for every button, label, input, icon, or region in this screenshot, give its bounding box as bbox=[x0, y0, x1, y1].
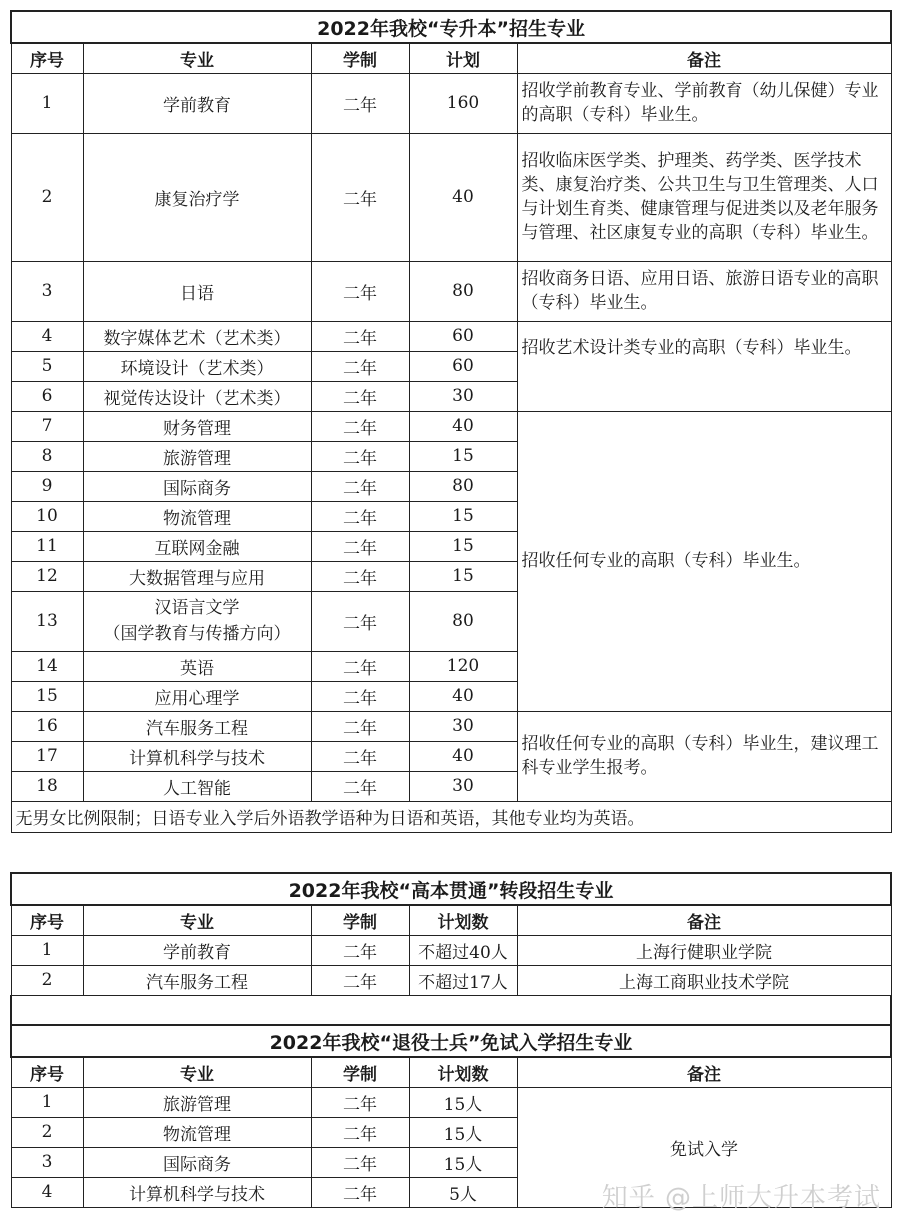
cell-years: 二年 bbox=[311, 1147, 409, 1177]
cell-plan: 不超过17人 bbox=[409, 965, 517, 995]
cell-plan: 15 bbox=[409, 561, 517, 591]
cell-no: 13 bbox=[11, 591, 83, 651]
cell-major: 大数据管理与应用 bbox=[83, 561, 311, 591]
cell-major: 计算机科学与技术 bbox=[83, 741, 311, 771]
cell-plan: 30 bbox=[409, 711, 517, 741]
cell-plan: 80 bbox=[409, 261, 517, 321]
cell-no: 11 bbox=[11, 531, 83, 561]
cell-years: 二年 bbox=[311, 651, 409, 681]
cell-plan: 40 bbox=[409, 411, 517, 441]
cell-note: 招收艺术设计类专业的高职（专科）毕业生。 bbox=[517, 321, 891, 411]
cell-major-line1: 汉语言文学 bbox=[154, 598, 240, 618]
cell-years: 二年 bbox=[311, 711, 409, 741]
cell-no: 14 bbox=[11, 651, 83, 681]
cell-plan: 80 bbox=[409, 591, 517, 651]
spacer-row bbox=[11, 995, 891, 1025]
cell-no: 18 bbox=[11, 771, 83, 801]
cell-major: 环境设计（艺术类） bbox=[83, 351, 311, 381]
table-gaobenguantong bbox=[10, 872, 892, 1208]
cell-years: 二年 bbox=[311, 591, 409, 651]
cell-no: 7 bbox=[11, 411, 83, 441]
cell-years: 二年 bbox=[311, 351, 409, 381]
cell-major: 互联网金融 bbox=[83, 531, 311, 561]
table-title: 2022年我校“退役士兵”免试入学招生专业 bbox=[11, 1025, 891, 1057]
cell-plan: 不超过40人 bbox=[409, 935, 517, 965]
cell-note: 上海行健职业学院 bbox=[517, 935, 891, 965]
cell-major: 计算机科学与技术 bbox=[83, 1177, 311, 1207]
table-row bbox=[11, 73, 891, 133]
cell-plan: 80 bbox=[409, 471, 517, 501]
header-row bbox=[11, 905, 891, 935]
cell-no: 6 bbox=[11, 381, 83, 411]
cell-plan: 120 bbox=[409, 651, 517, 681]
cell-no: 9 bbox=[11, 471, 83, 501]
header-years: 学制 bbox=[311, 1057, 409, 1087]
table-row bbox=[11, 711, 891, 741]
cell-plan: 160 bbox=[409, 73, 517, 133]
header-major: 专业 bbox=[83, 1057, 311, 1087]
cell-note: 招收任何专业的高职（专科）毕业生。 bbox=[517, 411, 891, 711]
cell-years: 二年 bbox=[311, 561, 409, 591]
cell-no: 4 bbox=[11, 1177, 83, 1207]
cell-major: 日语 bbox=[83, 261, 311, 321]
cell-note: 招收学前教育专业、学前教育（幼儿保健）专业的高职（专科）毕业生。 bbox=[517, 73, 891, 133]
header-note: 备注 bbox=[517, 905, 891, 935]
watermark: 知乎 @上师大升本考试 bbox=[601, 1183, 881, 1213]
cell-major: 旅游管理 bbox=[83, 441, 311, 471]
cell-major: 物流管理 bbox=[83, 501, 311, 531]
cell-plan: 15 bbox=[409, 531, 517, 561]
header-major: 专业 bbox=[83, 43, 311, 73]
cell-plan: 30 bbox=[409, 381, 517, 411]
cell-no: 3 bbox=[11, 261, 83, 321]
cell-major: 人工智能 bbox=[83, 771, 311, 801]
cell-years: 二年 bbox=[311, 935, 409, 965]
header-note: 备注 bbox=[517, 43, 891, 73]
cell-major: 康复治疗学 bbox=[83, 133, 311, 261]
table-row bbox=[11, 261, 891, 321]
cell-major: 视觉传达设计（艺术类） bbox=[83, 381, 311, 411]
cell-no: 16 bbox=[11, 711, 83, 741]
cell-plan: 30 bbox=[409, 771, 517, 801]
cell-plan: 5人 bbox=[409, 1177, 517, 1207]
cell-plan: 40 bbox=[409, 741, 517, 771]
header-row bbox=[11, 43, 891, 73]
cell-major: 汽车服务工程 bbox=[83, 711, 311, 741]
cell-note: 招收临床医学类、护理类、药学类、医学技术类、康复治疗类、公共卫生与卫生管理类、人口与计划生育类、健康管理与促进类以及老年服务与管理、社区康复专业的高职（专科）毕业生。 bbox=[517, 133, 891, 261]
cell-plan: 15 bbox=[409, 441, 517, 471]
header-no: 序号 bbox=[11, 43, 83, 73]
cell-no: 2 bbox=[11, 965, 83, 995]
cell-major: 学前教育 bbox=[83, 935, 311, 965]
header-note: 备注 bbox=[517, 1057, 891, 1087]
cell-major: 国际商务 bbox=[83, 1147, 311, 1177]
cell-no: 3 bbox=[11, 1147, 83, 1177]
header-row bbox=[11, 1057, 891, 1087]
cell-years: 二年 bbox=[311, 965, 409, 995]
header-plan: 计划数 bbox=[409, 905, 517, 935]
cell-major: 数字媒体艺术（艺术类） bbox=[83, 321, 311, 351]
cell-major: 应用心理学 bbox=[83, 681, 311, 711]
cell-major bbox=[83, 591, 311, 651]
cell-years: 二年 bbox=[311, 531, 409, 561]
cell-years: 二年 bbox=[311, 441, 409, 471]
cell-years: 二年 bbox=[311, 501, 409, 531]
table-row bbox=[11, 1087, 891, 1117]
header-years: 学制 bbox=[311, 43, 409, 73]
spacer-cell bbox=[11, 995, 891, 1025]
cell-plan: 60 bbox=[409, 351, 517, 381]
cell-no: 8 bbox=[11, 441, 83, 471]
cell-major: 学前教育 bbox=[83, 73, 311, 133]
cell-no: 5 bbox=[11, 351, 83, 381]
cell-years: 二年 bbox=[311, 381, 409, 411]
cell-plan: 15人 bbox=[409, 1087, 517, 1117]
cell-plan: 15人 bbox=[409, 1147, 517, 1177]
cell-plan: 60 bbox=[409, 321, 517, 351]
table-row bbox=[11, 965, 891, 995]
header-major: 专业 bbox=[83, 905, 311, 935]
table-zhuanshengben bbox=[10, 10, 892, 833]
cell-major: 财务管理 bbox=[83, 411, 311, 441]
cell-years: 二年 bbox=[311, 1117, 409, 1147]
cell-years: 二年 bbox=[311, 261, 409, 321]
cell-plan: 40 bbox=[409, 133, 517, 261]
table-title: 2022年我校“专升本”招生专业 bbox=[11, 11, 891, 43]
table-footer-note: 无男女比例限制；日语专业入学后外语教学语种为日语和英语，其他专业均为英语。 bbox=[11, 801, 891, 832]
header-no: 序号 bbox=[11, 905, 83, 935]
cell-years: 二年 bbox=[311, 1087, 409, 1117]
cell-no: 2 bbox=[11, 133, 83, 261]
cell-major: 物流管理 bbox=[83, 1117, 311, 1147]
cell-plan: 15人 bbox=[409, 1117, 517, 1147]
cell-major-line2: （国学教育与传播方向） bbox=[103, 624, 291, 644]
cell-note: 招收任何专业的高职（专科）毕业生，建议理工科专业学生报考。 bbox=[517, 711, 891, 801]
cell-no: 1 bbox=[11, 935, 83, 965]
cell-years: 二年 bbox=[311, 321, 409, 351]
table-title: 2022年我校“高本贯通”转段招生专业 bbox=[11, 873, 891, 905]
table-row bbox=[11, 133, 891, 261]
cell-major: 旅游管理 bbox=[83, 1087, 311, 1117]
header-plan: 计划数 bbox=[409, 1057, 517, 1087]
cell-years: 二年 bbox=[311, 771, 409, 801]
cell-no: 4 bbox=[11, 321, 83, 351]
cell-years: 二年 bbox=[311, 133, 409, 261]
cell-no: 1 bbox=[11, 73, 83, 133]
cell-plan: 15 bbox=[409, 501, 517, 531]
cell-major: 汽车服务工程 bbox=[83, 965, 311, 995]
cell-note: 上海工商职业技术学院 bbox=[517, 965, 891, 995]
cell-years: 二年 bbox=[311, 73, 409, 133]
cell-years: 二年 bbox=[311, 471, 409, 501]
cell-years: 二年 bbox=[311, 411, 409, 441]
cell-years: 二年 bbox=[311, 681, 409, 711]
cell-years: 二年 bbox=[311, 741, 409, 771]
cell-no: 12 bbox=[11, 561, 83, 591]
cell-no: 2 bbox=[11, 1117, 83, 1147]
cell-no: 1 bbox=[11, 1087, 83, 1117]
cell-note: 招收商务日语、应用日语、旅游日语专业的高职（专科）毕业生。 bbox=[517, 261, 891, 321]
header-no: 序号 bbox=[11, 1057, 83, 1087]
cell-no: 17 bbox=[11, 741, 83, 771]
cell-no: 10 bbox=[11, 501, 83, 531]
header-plan: 计划 bbox=[409, 43, 517, 73]
cell-years: 二年 bbox=[311, 1177, 409, 1207]
cell-note: 免试入学 bbox=[517, 1087, 891, 1207]
table-row bbox=[11, 411, 891, 441]
cell-major: 英语 bbox=[83, 651, 311, 681]
header-years: 学制 bbox=[311, 905, 409, 935]
table-row bbox=[11, 321, 891, 351]
cell-plan: 40 bbox=[409, 681, 517, 711]
table-row bbox=[11, 935, 891, 965]
cell-no: 15 bbox=[11, 681, 83, 711]
cell-major: 国际商务 bbox=[83, 471, 311, 501]
